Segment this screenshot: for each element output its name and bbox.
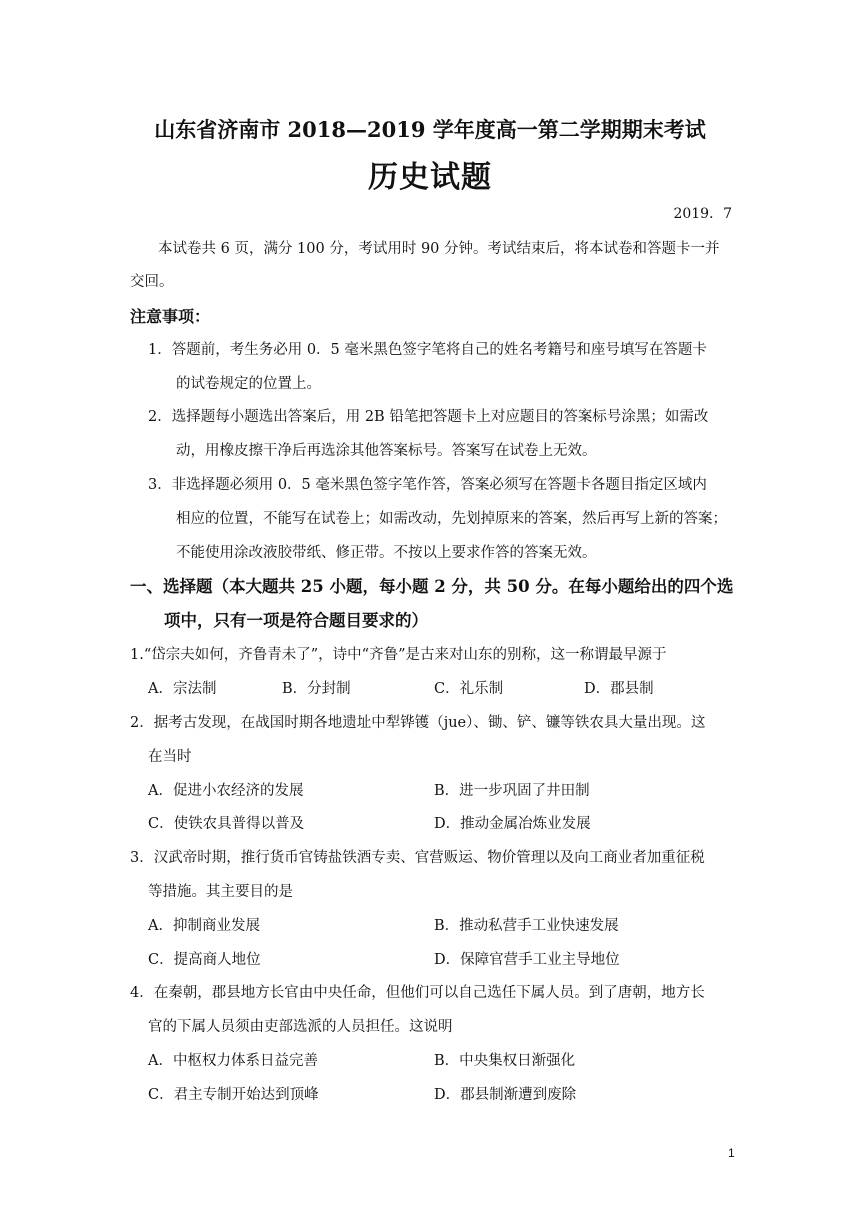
question-4-stem-line-1: 4．在秦朝，郡县地方长官由中央任命，但他们可以自己选任下属人员。到了唐朝，地方长 <box>130 985 705 1001</box>
section-heading-line-2: 项中，只有一项是符合题目要求的） <box>164 611 428 630</box>
question-2-stem-line-1: 2．据考古发现，在战国时期各地遗址中犁铧镬（jue）、锄、铲、镰等铁农具大量出现。这 <box>130 715 706 731</box>
question-4-option-b: B．中央集权日渐强化 <box>434 1053 576 1069</box>
question-3-stem-line-1: 3．汉武帝时期，推行货币官铸盐铁酒专卖、官营贩运、物价管理以及向工商业者加重征税 <box>130 850 705 866</box>
question-3-option-b: B．推动私营手工业快速发展 <box>434 918 619 934</box>
page-number: 1 <box>728 1146 735 1160</box>
question-3-stem-line-2: 等措施。其主要目的是 <box>148 884 293 900</box>
question-4-stem-line-2: 官的下属人员须由吏部选派的人员担任。这说明 <box>148 1019 453 1035</box>
question-3-option-d: D．保障官营手工业主导地位 <box>434 952 620 968</box>
question-3-option-c: C．提高商人地位 <box>148 952 261 968</box>
question-1-option-a: A．宗法制 <box>148 681 217 697</box>
question-4-option-d: D．郡县制渐遭到废除 <box>434 1087 577 1103</box>
question-4-option-c: C．君主专制开始达到顶峰 <box>148 1087 319 1103</box>
note-1-line-2: 的试卷规定的位置上。 <box>176 376 321 392</box>
exam-title: 山东省济南市 2018—2019 学年度高一第二学期期末考试 <box>154 117 706 142</box>
exam-subject-title: 历史试题 <box>368 160 492 195</box>
question-1-stem: 1.“岱宗夫如何，齐鲁青未了”，诗中“齐鲁”是古来对山东的别称，这一称谓最早源于 <box>130 647 667 663</box>
question-2-option-b: B．进一步巩固了井田制 <box>434 783 590 799</box>
intro-line-2: 交回。 <box>130 274 174 290</box>
question-3-option-a: A．抑制商业发展 <box>148 918 260 934</box>
question-2-stem-line-2: 在当时 <box>148 749 192 765</box>
intro-line-1: 本试卷共 6 页，满分 100 分，考试用时 90 分钟。考试结束后，将本试卷和答题卡一并 <box>158 241 720 257</box>
note-2-line-1: 2．选择题每小题选出答案后，用 2B 铅笔把答题卡上对应题目的答案标号涂黑；如需改 <box>148 409 709 425</box>
notes-heading: 注意事项： <box>130 307 211 326</box>
exam-date: 2019．7 <box>673 206 732 222</box>
note-3-line-3: 不能使用涂改液胶带纸、修正带。不按以上要求作答的答案无效。 <box>176 545 597 561</box>
question-1-option-b: B．分封制 <box>282 681 351 697</box>
question-2-option-c: C．使铁农具普得以普及 <box>148 816 305 832</box>
question-2-option-a: A．促进小农经济的发展 <box>148 783 304 799</box>
question-1-option-c: C．礼乐制 <box>434 681 504 697</box>
note-3-line-2: 相应的位置，不能写在试卷上；如需改动，先划掉原来的答案，然后再写上新的答案； <box>176 511 727 527</box>
note-3-line-1: 3．非选择题必须用 0．5 毫米黑色签字笔作答，答案必须写在答题卡各题目指定区域内 <box>148 477 707 493</box>
section-heading-line-1: 一、选择题（本大题共 25 小题，每小题 2 分，共 50 分。在每小题给出的四个选 <box>130 577 734 596</box>
note-1-line-1: 1．答题前，考生务必用 0．5 毫米黑色签字笔将自己的姓名考籍号和座号填写在答题卡 <box>148 342 707 358</box>
note-2-line-2: 动，用橡皮擦干净后再选涂其他答案标号。答案写在试卷上无效。 <box>176 443 597 459</box>
question-2-option-d: D．推动金属冶炼业发展 <box>434 816 591 832</box>
question-1-option-d: D．郡县制 <box>584 681 654 697</box>
question-4-option-a: A．中枢权力体系日益完善 <box>148 1053 318 1069</box>
